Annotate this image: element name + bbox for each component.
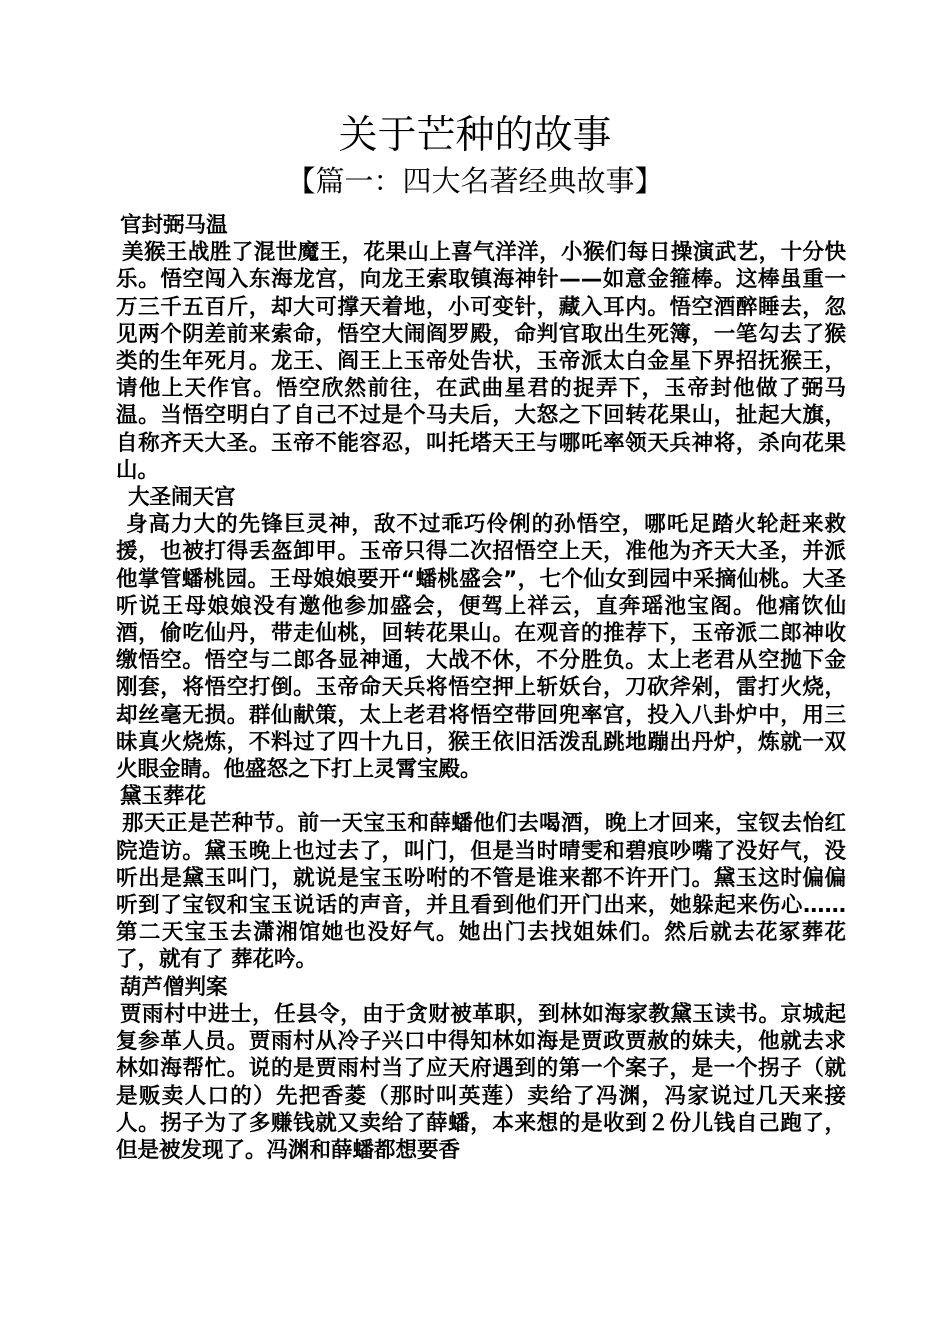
- document-subtitle: 【篇一：四大名著经典故事】: [286, 164, 664, 198]
- section-heading: 黛玉葬花: [120, 784, 207, 810]
- section-paragraph: 美猴王战胜了混世魔王，花果山上喜气洋洋，小猴们每日操演武艺，十分快乐。悟空闯入东海龙宫，向龙王索取镇海神针——如意金箍棒。这棒虽重一万三千五百斤，却大可撑天着地，小可变针，藏入耳内。悟空酒醉睡去，忽见两个阴差前来索命，悟空大闹阎罗殿，命判官取出生死簿，一笔勾去了猴类的生年死月。龙王、阎王上玉帝处告状，玉帝派太白金星下界招抚猴王，请他上天作官。悟空欣然前往，在武曲星君的捉弄下，玉帝封他做了弼马温。当悟空明白了自己不过是个马夫后，大怒之下回转花果山，扯起大旗，自称齐天大圣。玉帝不能容忍，叫托塔天王与哪吒率领天兵神将，杀向花果山。: [116, 240, 846, 483]
- section-heading: 葫芦僧判案: [120, 974, 228, 1000]
- section-heading: 大圣闹天宫: [128, 485, 236, 511]
- section-paragraph: 身高力大的先锋巨灵神，敌不过乖巧伶俐的孙悟空，哪吒足踏火轮赶来救援，也被打得丢盔卸甲。玉帝只得二次招悟空上天，准他为齐天大圣，并派他掌管蟠桃园。王母娘娘要开“蟠桃盛会”，七个仙女到园中采摘仙桃。大圣听说王母娘娘没有邀他参加盛会，便驾上祥云，直奔瑶池宝阁。他痛饮仙酒，偷吃仙丹，带走仙桃，回转花果山。在观音的推荐下，玉帝派二郎神收缴悟空。悟空与二郎各显神通，大战不休，不分胜负。太上老君从空抛下金刚套，将悟空打倒。玉帝命天兵将悟空押上斩妖台，刀砍斧剁，雷打火烧，却丝毫无损。群仙献策，太上老君将悟空带回兜率宫，投入八卦炉中，用三昧真火烧炼，不料过了四十九日，猴王依旧活泼乱跳地蹦出丹炉，炼就一双火眼金睛。他盛怒之下打上灵霄宝殿。: [116, 512, 846, 783]
- section-paragraph: 贾雨村中进士，任县令，由于贪财被革职，到林如海家教黛玉读书。京城起复参革人员。贾雨村从冷子兴口中得知林如海是贾政贾赦的妹夫，他就去求林如海帮忙。说的是贾雨村当了应天府遇到的第一个案子，是一个拐子（就是贩卖人口的）先把香菱（那时叫英莲）卖给了冯渊，冯家说过几天来接人。拐子为了多赚钱就又卖给了薛蟠，本来想的是收到２份儿钱自己跑了，但是被发现了。冯渊和薛蟠都想要香: [116, 1001, 846, 1163]
- section-heading: 官封弼马温: [120, 213, 228, 238]
- section-paragraph: 那天正是芒种节。前一天宝玉和薛蟠他们去喝酒，晚上才回来，宝钗去怡红院造访。黛玉晚上也过去了，叫门，但是当时晴雯和碧痕吵嘴了没好气，没听出是黛玉叫门，就说是宝玉吩咐的不管是谁来都不许开门。黛玉这时偏偏听到了宝钗和宝玉说话的声音，并且看到他们开门出来，她躲起来伤心……第二天宝玉去潇湘馆她也没好气。她出门去找姐妹们。然后就去花冢葬花了，就有了 葬花吟。: [116, 811, 846, 973]
- document-title: 关于芒种的故事: [338, 113, 612, 158]
- document-body: [116, 212, 846, 1164]
